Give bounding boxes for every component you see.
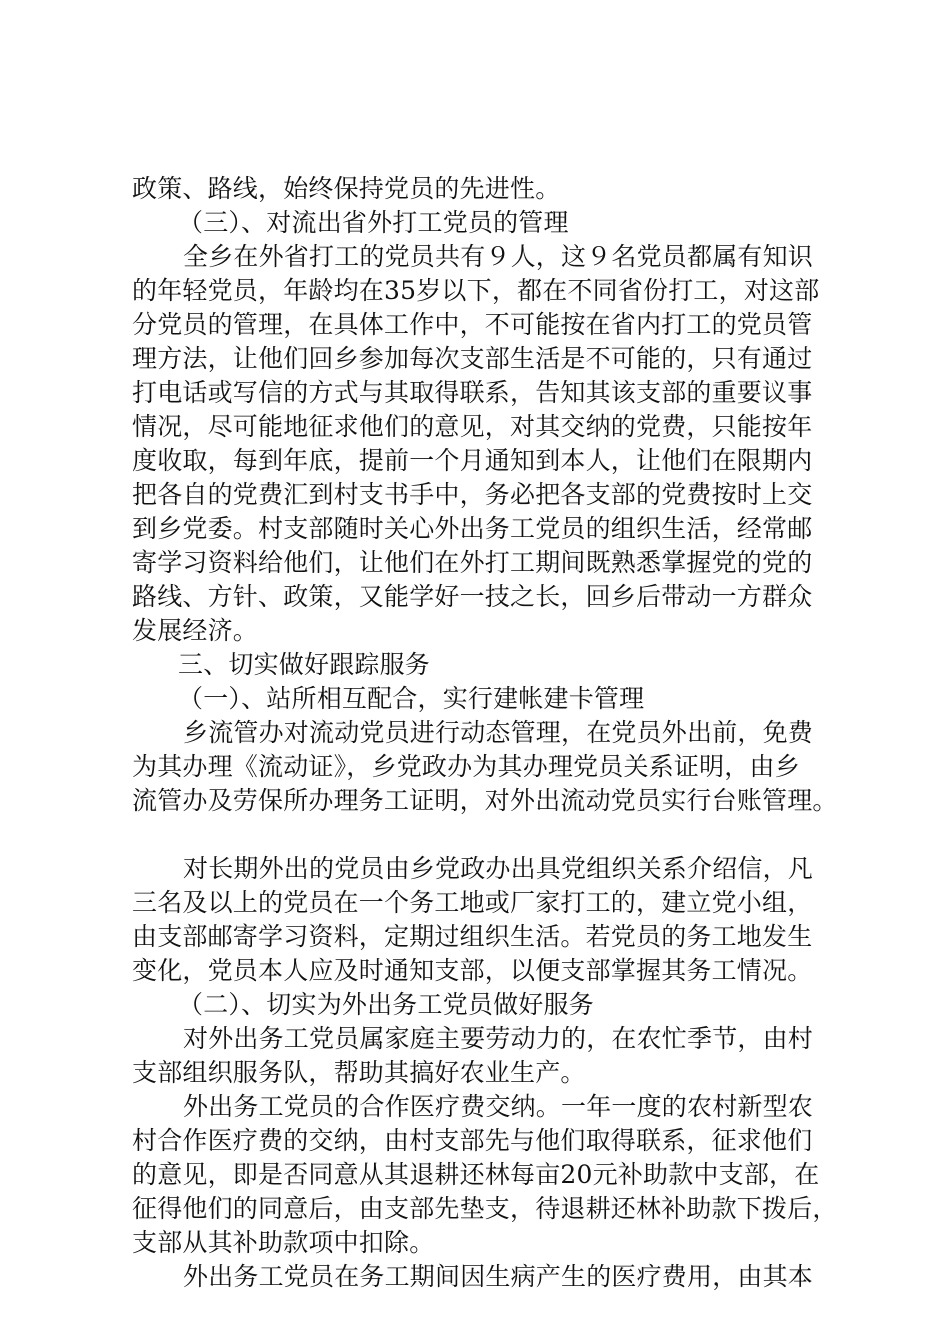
text-line: 把各自的党费汇到村支书手中，务必把各支部的党费按时上交 xyxy=(132,480,813,509)
text-line: 的年轻党员，年龄均在35岁以下，都在不同省份打工，对这部 xyxy=(132,276,820,305)
text-line: 村合作医疗费的交纳，由村支部先与他们取得联系，征求他们 xyxy=(132,1126,813,1155)
text-line: 对外出务工党员属家庭主要劳动力的，在农忙季节，由村 xyxy=(183,1024,814,1053)
text-line: 乡流管办对流动党员进行动态管理，在党员外出前，免费 xyxy=(183,718,814,747)
text-line: 由支部邮寄学习资料，定期过组织生活。若党员的务工地发生 xyxy=(132,922,813,951)
text-line: 打电话或写信的方式与其取得联系，告知其该支部的重要议事 xyxy=(132,378,813,407)
text-line: 流管办及劳保所办理务工证明，对外出流动党员实行台账管理。 xyxy=(132,786,838,815)
text-line: 外出务工党员的合作医疗费交纳。一年一度的农村新型农 xyxy=(183,1092,814,1121)
text-line: 对长期外出的党员由乡党政办出具党组织关系介绍信，凡 xyxy=(183,854,814,883)
text-line: 政策、路线，始终保持党员的先进性。 xyxy=(132,174,561,203)
text-line: 理方法，让他们回乡参加每次支部生活是不可能的，只有通过 xyxy=(132,344,813,373)
text-line: 征得他们的同意后，由支部先垫支，待退耕还林补助款下拨后， xyxy=(132,1194,838,1223)
subsection-heading: （一）、站所相互配合，实行建帐建卡管理 xyxy=(178,684,645,713)
text-line: 发展经济。 xyxy=(132,616,259,645)
text-line: 到乡党委。村支部随时关心外出务工党员的组织生活，经常邮 xyxy=(132,514,813,543)
text-line: 变化，党员本人应及时通知支部，以便支部掌握其务工情况。 xyxy=(132,956,813,985)
text-line: 三名及以上的党员在一个务工地或厂家打工的，建立党小组， xyxy=(132,888,813,917)
text-line: 支部从其补助款项中扣除。 xyxy=(132,1228,435,1257)
text-line: 寄学习资料给他们，让他们在外打工期间既熟悉掌握党的党的 xyxy=(132,548,813,577)
text-line: 路线、方针、政策，又能学好一技之长，回乡后带动一方群众 xyxy=(132,582,813,611)
text-line: 分党员的管理，在具体工作中，不可能按在省内打工的党员管 xyxy=(132,310,813,339)
text-line: 度收取，每到年底，提前一个月通知到本人，让他们在限期内 xyxy=(132,446,813,475)
text-line: 外出务工党员在务工期间因生病产生的医疗费用，由其本 xyxy=(183,1262,814,1291)
text-line: 情况，尽可能地征求他们的意见，对其交纳的党费，只能按年 xyxy=(132,412,813,441)
text-line: 的意见，即是否同意从其退耕还林每亩20元补助款中支部，在 xyxy=(132,1160,820,1189)
text-line: 全乡在外省打工的党员共有９人，这９名党员都属有知识 xyxy=(183,242,814,271)
subsection-heading: （二）、切实为外出务工党员做好服务 xyxy=(178,990,594,1019)
section-heading: 三、切实做好跟踪服务 xyxy=(178,650,431,679)
section-heading: （三）、对流出省外打工党员的管理 xyxy=(178,208,569,237)
text-line: 为其办理《流动证》，乡党政办为其办理党员关系证明，由乡 xyxy=(132,752,800,781)
text-line: 支部组织服务队，帮助其搞好农业生产。 xyxy=(132,1058,586,1087)
